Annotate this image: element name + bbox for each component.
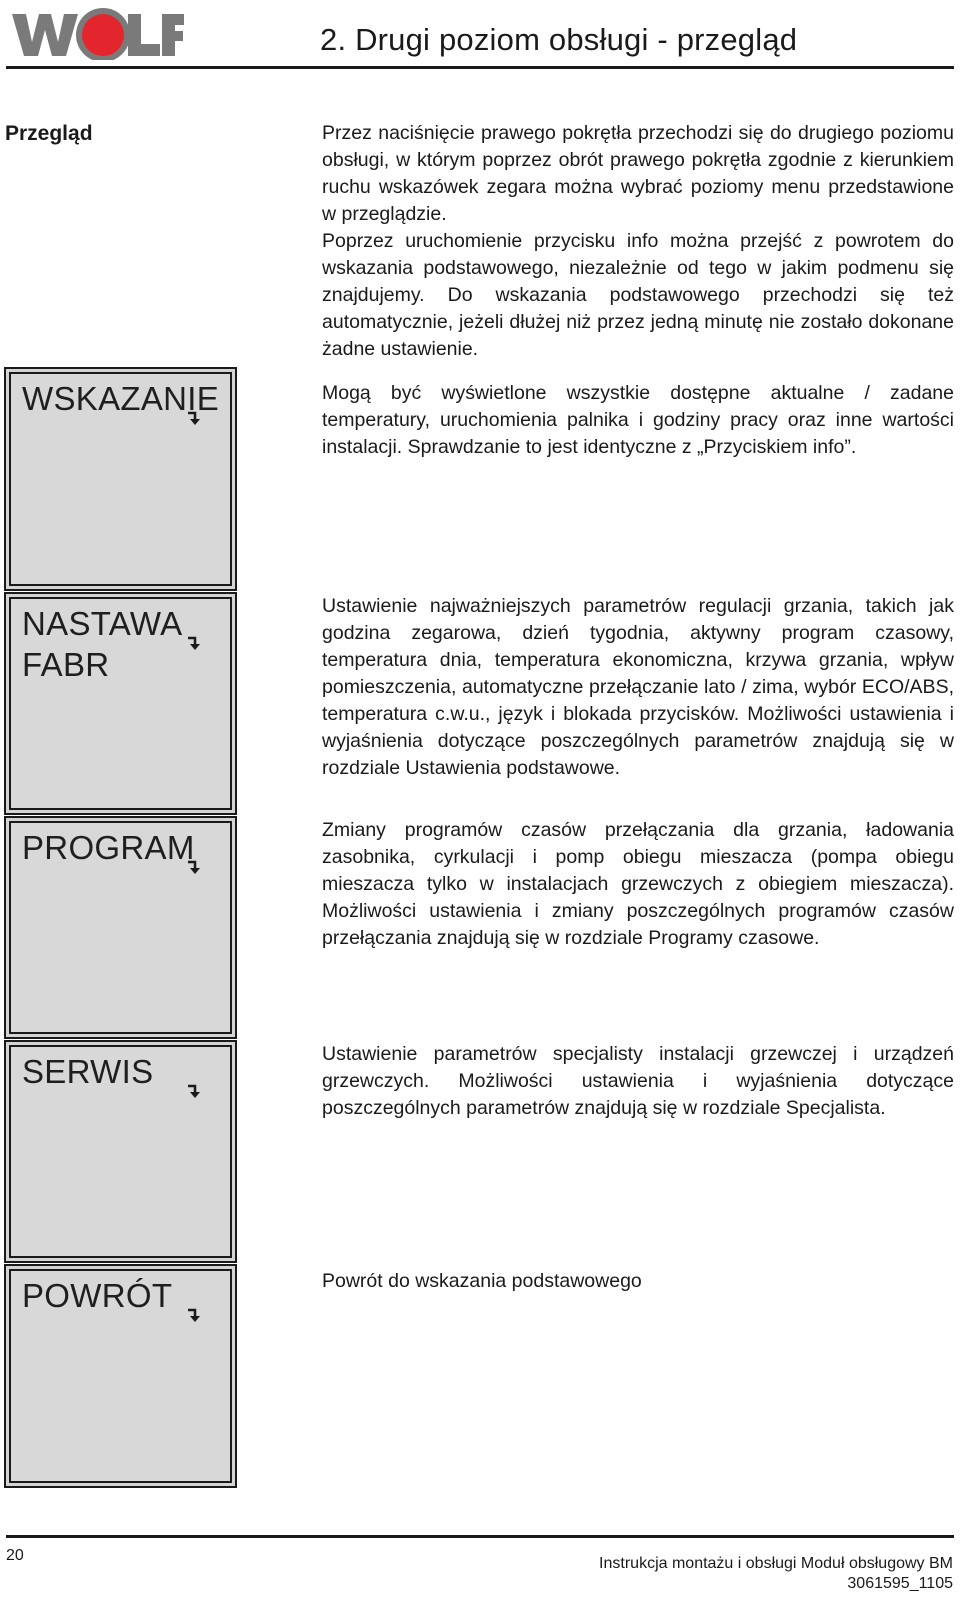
wolf-logo — [10, 6, 185, 60]
lcd-label: WSKAZANIE — [22, 380, 220, 417]
lcd-display-powrot — [4, 1264, 237, 1488]
lcd-label: NASTAWA FABR — [22, 605, 183, 683]
footer-document-code: 3061595_1105 — [847, 1575, 953, 1592]
lcd-screen — [9, 1045, 232, 1258]
lcd-label: POWRÓT — [22, 1277, 173, 1314]
description-wskazanie: Mogą być wyświetlone wszystkie dostępne aktualne / zadane temperatury, uruchomienia palnika i godziny pracy oraz inne wartości instalacji. Sprawdzanie to jest identyczne z „Przyciskiem info”. — [322, 382, 954, 458]
header-divider — [6, 66, 954, 69]
lcd-display-program — [4, 816, 237, 1039]
lcd-label: SERWIS — [22, 1053, 154, 1090]
lcd-display-serwis — [4, 1040, 237, 1263]
enter-arrow-icon — [187, 1084, 201, 1098]
lcd-screen — [9, 372, 232, 586]
footer-document-title: Instrukcja montażu i obsługi Moduł obsługowy BM — [599, 1555, 953, 1572]
description-program: Zmiany programów czasów przełączania dla grzania, ładowania zasobnika, cyrkulacji i pomp obiegu mieszacza (pompa obiegu mieszacza tylko w instalacjach grzewczych z obiegiem mieszacza). Możliwości ustawienia i zmiany poszczególnych programów czasów przełączania znajdują się w rozdziale Programy czasowe. — [322, 819, 954, 949]
enter-arrow-icon — [187, 411, 201, 425]
intro-paragraph-1: Przez naciśnięcie prawego pokrętła przechodzi się do drugiego poziomu obsługi, w którym poprzez obrót prawego pokrętła zgodnie z kierunkiem ruchu wskazówek zegara można wybrać poziomy menu przedstawione w przeglądzie. — [322, 122, 954, 225]
lcd-screen — [9, 821, 232, 1034]
description-serwis: Ustawienie parametrów specjalisty instalacji grzewczej i urządzeń grzewczych. Możliwości ustawienia i wyjaśnienia dotyczące poszczególnych parametrów znajdują się w rozdziale Specjalista. — [322, 1043, 954, 1119]
page-title: 2. Drugi poziom obsługi - przegląd — [320, 22, 798, 57]
footer-divider — [6, 1535, 954, 1538]
section-label: Przegląd — [5, 122, 93, 145]
lcd-screen — [9, 597, 232, 810]
lcd-display-nastawa-fabr — [4, 592, 237, 815]
intro-paragraph-2: Poprzez uruchomienie przycisku info można przejść z powrotem do wskazania podstawowego, niezależnie od tego w jakim podmenu się znajdujemy. Do wskazania podstawowego przechodzi się też automatycznie, jeżeli dłużej niż przez jedną minutę nie zostało dokonane żadne ustawienie. — [322, 230, 954, 360]
description-powrot: Powrót do wskazania podstawowego — [322, 1270, 642, 1292]
enter-arrow-icon — [187, 636, 201, 650]
enter-arrow-icon — [187, 860, 201, 874]
lcd-screen — [9, 1269, 232, 1483]
enter-arrow-icon — [187, 1308, 201, 1322]
lcd-label: PROGRAM — [22, 829, 195, 866]
description-nastawa-fabr: Ustawienie najważniejszych parametrów regulacji grzania, takich jak godzina zegarowa, dzień tygodnia, aktywny program czasowy, temperatura dnia, temperatura ekonomiczna, krzywa grzania, wpływ pomieszczenia, automatyczne przełączanie lato / zima, wybór ECO/ABS, temperatura c.w.u., język i blokada przycisków. Możliwości ustawienia i wyjaśnienia dotyczące poszczególnych parametrów znajdują się w rozdziale Ustawienia podstawowe. — [322, 595, 954, 779]
intro-text — [322, 120, 954, 363]
page-number: 20 — [6, 1547, 24, 1564]
lcd-display-wskazanie — [4, 367, 237, 591]
